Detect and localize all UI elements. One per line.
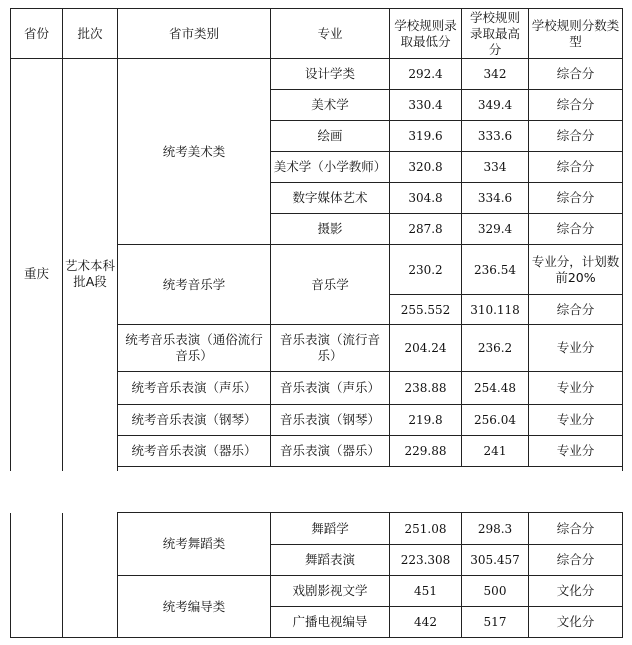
score-type-cell: 专业分 [529,405,623,436]
score-type-cell: 文化分 [529,576,623,607]
header-province: 省份 [11,9,63,59]
category-cell: 统考音乐表演（钢琴） [118,405,271,436]
major-cell: 音乐学 [271,245,390,325]
score-type-cell: 文化分 [529,607,623,638]
min-score-cell: 219.8 [390,405,462,436]
min-score-cell: 230.2 [390,245,462,295]
category-cell: 统考编导类 [118,576,271,638]
max-score-cell: 310.118 [462,295,529,325]
min-score-cell: 287.8 [390,214,462,245]
score-type-cell: 专业分 [529,372,623,405]
min-score-cell: 451 [390,576,462,607]
min-score-cell: 292.4 [390,59,462,90]
max-score-cell: 342 [462,59,529,90]
page-gap [0,471,632,511]
min-score-cell: 204.24 [390,325,462,372]
max-score-cell: 349.4 [462,90,529,121]
major-cell: 数字媒体艺术 [271,183,390,214]
category-cell: 统考音乐表演（器乐） [118,436,271,467]
max-score-cell: 256.04 [462,405,529,436]
score-type-cell: 综合分 [529,295,623,325]
score-type-cell: 专业分 [529,436,623,467]
major-cell: 设计学类 [271,59,390,90]
min-score-cell: 229.88 [390,436,462,467]
category-cell: 统考音乐表演（通俗流行音乐） [118,325,271,372]
min-score-cell: 319.6 [390,121,462,152]
header-category: 省市类别 [118,9,271,59]
major-cell: 戏剧影视文学 [271,576,390,607]
header-major: 专业 [271,9,390,59]
max-score-cell: 500 [462,576,529,607]
score-type-cell: 综合分 [529,121,623,152]
admission-table-part2 [10,512,623,638]
major-cell: 绘画 [271,121,390,152]
score-type-cell: 综合分 [529,545,623,576]
score-type-cell: 综合分 [529,90,623,121]
major-cell: 摄影 [271,214,390,245]
min-score-cell: 442 [390,607,462,638]
category-cell: 统考音乐表演（声乐） [118,372,271,405]
min-score-cell: 238.88 [390,372,462,405]
province-cell: 重庆 [11,59,63,490]
max-score-cell: 254.48 [462,372,529,405]
max-score-cell: 236.54 [462,245,529,295]
score-type-cell: 综合分 [529,152,623,183]
header-score-type: 学校规则分数类型 [529,9,623,59]
max-score-cell: 334.6 [462,183,529,214]
max-score-cell: 517 [462,607,529,638]
major-cell: 舞蹈表演 [271,545,390,576]
header-min-score: 学校规则录取最低分 [390,9,462,59]
header-max-score: 学校规则录取最高分 [462,9,529,59]
max-score-cell: 333.6 [462,121,529,152]
max-score-cell: 241 [462,436,529,467]
score-type-cell: 综合分 [529,214,623,245]
header-batch: 批次 [63,9,118,59]
max-score-cell: 334 [462,152,529,183]
min-score-cell: 223.308 [390,545,462,576]
category-cell: 统考美术类 [118,59,271,245]
province-cell-cont [11,513,63,638]
major-cell: 美术学（小学教师） [271,152,390,183]
category-cell: 统考音乐学 [118,245,271,325]
major-cell: 音乐表演（钢琴） [271,405,390,436]
min-score-cell: 330.4 [390,90,462,121]
max-score-cell: 329.4 [462,214,529,245]
score-type-cell: 综合分 [529,59,623,90]
score-type-cell: 综合分 [529,513,623,545]
batch-cell-cont [63,513,118,638]
batch-cell: 艺术本科批A段 [63,59,118,490]
max-score-cell: 298.3 [462,513,529,545]
max-score-cell: 236.2 [462,325,529,372]
table-row [11,513,623,545]
major-cell: 舞蹈学 [271,513,390,545]
major-cell: 美术学 [271,90,390,121]
min-score-cell: 304.8 [390,183,462,214]
min-score-cell: 320.8 [390,152,462,183]
admission-table-part1 [10,8,623,490]
min-score-cell: 251.08 [390,513,462,545]
max-score-cell: 305.457 [462,545,529,576]
major-cell: 音乐表演（器乐） [271,436,390,467]
table-row [11,59,623,90]
min-score-cell: 255.552 [390,295,462,325]
score-type-cell: 专业分 [529,325,623,372]
score-type-cell: 专业分，计划数前20% [529,245,623,295]
major-cell: 音乐表演（流行音乐） [271,325,390,372]
category-cell: 统考舞蹈类 [118,513,271,576]
major-cell: 音乐表演（声乐） [271,372,390,405]
header-row [11,9,623,59]
major-cell: 广播电视编导 [271,607,390,638]
score-type-cell: 综合分 [529,183,623,214]
